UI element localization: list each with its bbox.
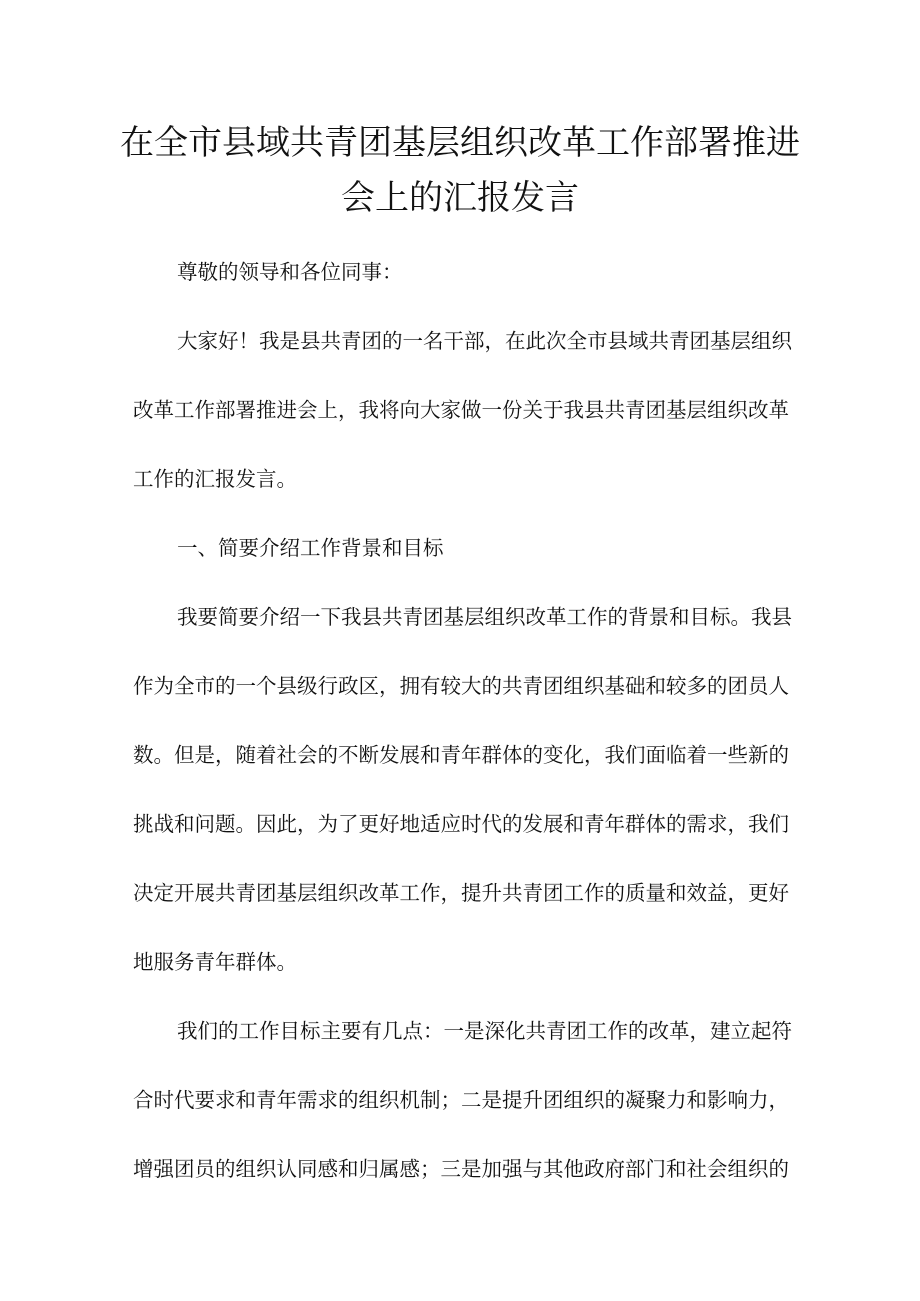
document-title: 在全市县域共青团基层组织改革工作部署推进会上的汇报发言	[120, 123, 800, 218]
section-heading: 一、简要介绍工作背景和目标	[177, 536, 444, 560]
salutation-paragraph: 尊敬的领导和各位同事：	[177, 260, 403, 284]
background-paragraph: 我要简要介绍一下我县共青团基层组织改革工作的背景和目标。我县作为全市的一个县级行政区，拥有较大的共青团组织基础和较多的团员人数。但是，随着社会的不断发展和青年群体的变化，我们面临着一些新的挑战和问题。因此，为了更好地适应时代的发展和青年群体的需求，我们决定开展共青团基层组织改革工作，提升共青团工作的质量和效益，更好地服务青年群体。	[133, 605, 792, 974]
opening-paragraph: 大家好！我是县共青团的一名干部，在此次全市县域共青团基层组织改革工作部署推进会上，我将向大家做一份关于我县共青团基层组织改革工作的汇报发言。	[133, 329, 792, 491]
document-body	[133, 238, 793, 1204]
goals-paragraph: 我们的工作目标主要有几点：一是深化共青团工作的改革，建立起符合时代要求和青年需求的组织机制；二是提升团组织的凝聚力和影响力，增强团员的组织认同感和归属感；三是加强与其他政府部门和社会组织的	[133, 1019, 792, 1181]
